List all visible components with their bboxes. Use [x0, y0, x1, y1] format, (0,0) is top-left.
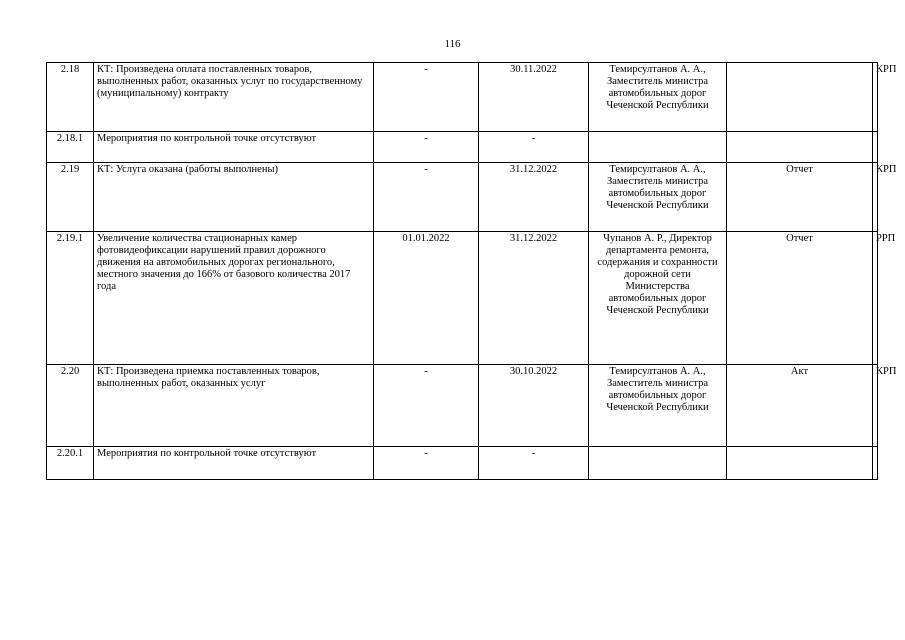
row-start-date: - [374, 365, 479, 447]
row-number: 2.20 [47, 365, 94, 447]
row-responsible: Темирсултанов А. А., Заместитель министра автомобильных дорог Чеченской Республики [589, 63, 727, 132]
row-title: Увеличение количества стационарных камер фотовидеофиксации нарушений правил дорожного движения на автомобильных дорогах регионального, местного значения до 166% от базового количества 2017 года [94, 232, 374, 365]
row-end-date: 30.10.2022 [479, 365, 589, 447]
table-row [47, 163, 878, 232]
row-start-date: - [374, 132, 479, 163]
row-title: Мероприятия по контрольной точке отсутствуют [94, 447, 374, 480]
row-document [727, 63, 873, 132]
row-responsible [589, 132, 727, 163]
row-document [727, 447, 873, 480]
row-level: РРП [873, 232, 878, 365]
page-number: 116 [444, 38, 461, 50]
row-level: КРП [873, 365, 878, 447]
row-title: КТ: Произведена оплата поставленных товаров, выполненных работ, оказанных услуг по государственному (муниципальному) контракту [94, 63, 374, 132]
table-row [47, 365, 878, 447]
row-title: Мероприятия по контрольной точке отсутствуют [94, 132, 374, 163]
row-start-date: 01.01.2022 [374, 232, 479, 365]
row-number: 2.19.1 [47, 232, 94, 365]
row-responsible: Чупанов А. Р., Директор департамента ремонта, содержания и сохранности дорожной сети Министерства автомобильных дорог Чеченской Республики [589, 232, 727, 365]
row-end-date: 31.12.2022 [479, 163, 589, 232]
row-end-date: - [479, 132, 589, 163]
row-number: 2.19 [47, 163, 94, 232]
row-number: 2.18.1 [47, 132, 94, 163]
row-level: КРП [873, 163, 878, 232]
row-responsible [589, 447, 727, 480]
row-start-date: - [374, 447, 479, 480]
row-start-date: - [374, 163, 479, 232]
row-title: КТ: Произведена приемка поставленных товаров, выполненных работ, оказанных услуг [94, 365, 374, 447]
row-level: КРП [873, 63, 878, 132]
table-row [47, 63, 878, 132]
row-responsible: Темирсултанов А. А., Заместитель министра автомобильных дорог Чеченской Республики [589, 365, 727, 447]
row-level [873, 447, 878, 480]
row-document [727, 132, 873, 163]
row-number: 2.20.1 [47, 447, 94, 480]
table-row [47, 232, 878, 365]
row-document: Отчет [727, 232, 873, 365]
table-row [47, 447, 878, 480]
row-end-date: - [479, 447, 589, 480]
row-title: КТ: Услуга оказана (работы выполнены) [94, 163, 374, 232]
plan-table [46, 62, 897, 480]
row-end-date: 30.11.2022 [479, 63, 589, 132]
row-start-date: - [374, 63, 479, 132]
row-responsible: Темирсултанов А. А., Заместитель министра автомобильных дорог Чеченской Республики [589, 163, 727, 232]
row-document: Отчет [727, 163, 873, 232]
row-level [873, 132, 878, 163]
row-end-date: 31.12.2022 [479, 232, 589, 365]
table-row [47, 132, 878, 163]
row-number: 2.18 [47, 63, 94, 132]
row-document: Акт [727, 365, 873, 447]
